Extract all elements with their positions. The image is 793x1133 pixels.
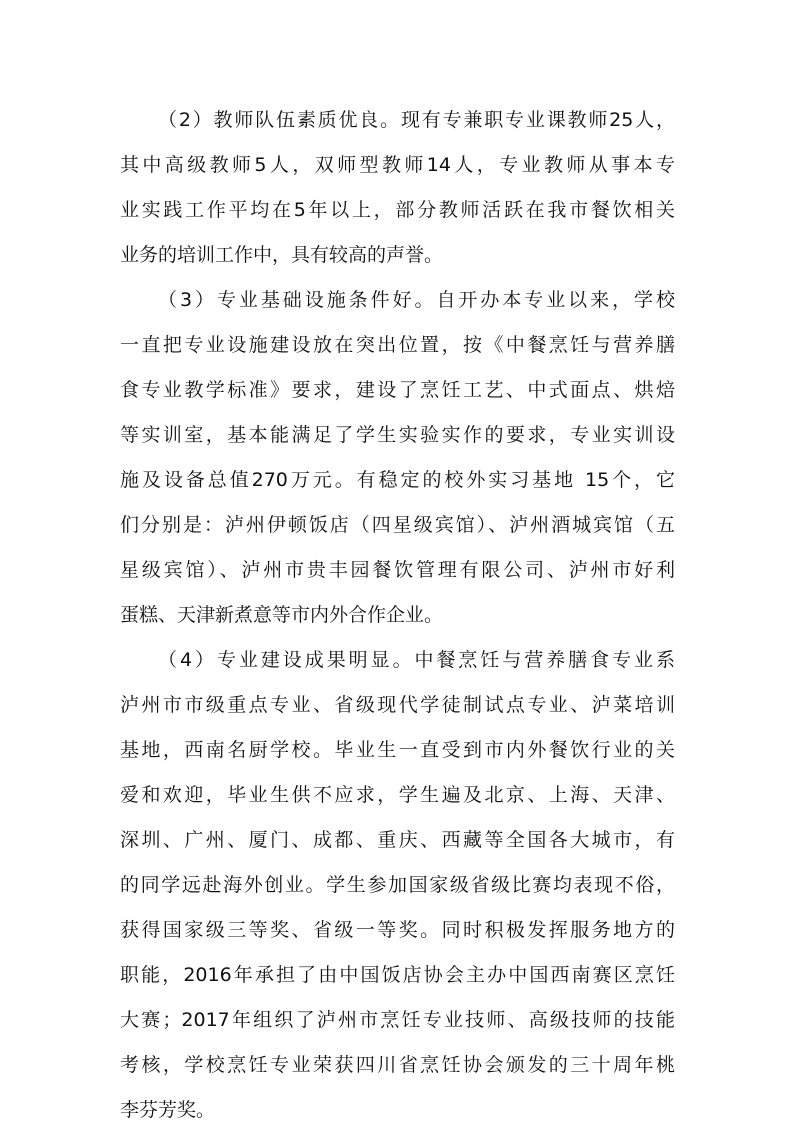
- paragraph-facilities: [120, 278, 675, 638]
- text-line: 们分别是：泸州伊顿饭店（四星级宾馆）、泸州酒城宾馆（五: [120, 514, 675, 536]
- text-line: 其中高级教师5人，双师型教师14人，专业教师从事本专: [120, 154, 675, 176]
- text-line: 星级宾馆）、泸州市贵丰园餐饮管理有限公司、泸州市好利: [120, 559, 675, 581]
- text-line: （4）专业建设成果明显。中餐烹饪与营养膳食专业系: [158, 649, 675, 671]
- text-line: 职能，2016年承担了由中国饭店协会主办中国西南赛区烹饪: [120, 964, 675, 986]
- text-line: 等实训室，基本能满足了学生实验实作的要求，专业实训设: [120, 424, 675, 446]
- text-line: 深圳、广州、厦门、成都、重庆、西藏等全国各大城市，有: [120, 829, 675, 851]
- document-body: [120, 98, 675, 1133]
- text-line: 基地，西南名厨学校。毕业生一直受到市内外餐饮行业的关: [120, 739, 675, 761]
- text-line: 施及设备总值270万元。有稳定的校外实习基地 15个，它: [120, 469, 675, 491]
- text-line: 大赛；2017年组织了泸州市烹饪专业技师、高级技师的技能: [120, 1009, 675, 1031]
- paragraph-teachers: [120, 98, 675, 278]
- text-line: 爱和欢迎，毕业生供不应求，学生遍及北京、上海、天津、: [120, 784, 675, 806]
- text-line: （3）专业基础设施条件好。自开办本专业以来，学校: [158, 289, 675, 311]
- text-line: 一直把专业设施建设放在突出位置，按《中餐烹饪与营养膳: [120, 334, 675, 356]
- text-line: 业务的培训工作中，具有较高的声誉。: [120, 244, 444, 266]
- text-line: 食专业教学标准》要求，建设了烹饪工艺、中式面点、烘焙: [120, 379, 675, 401]
- text-line: 的同学远赴海外创业。学生参加国家级省级比赛均表现不俗，: [120, 874, 675, 896]
- paragraph-achievements: [120, 638, 675, 1133]
- text-line: 获得国家级三等奖、省级一等奖。同时积极发挥服务地方的: [120, 919, 675, 941]
- text-line: 泸州市市级重点专业、省级现代学徒制试点专业、泸菜培训: [120, 694, 675, 716]
- text-line: 蛋糕、天津新煮意等市内外合作企业。: [120, 604, 444, 626]
- text-line: 李芬芳奖。: [120, 1099, 216, 1121]
- text-line: （2）教师队伍素质优良。现有专兼职专业课教师25人，: [158, 109, 675, 131]
- text-line: 考核，学校烹饪专业荣获四川省烹饪协会颁发的三十周年桃: [120, 1054, 675, 1076]
- text-line: 业实践工作平均在5年以上，部分教师活跃在我市餐饮相关: [120, 199, 675, 221]
